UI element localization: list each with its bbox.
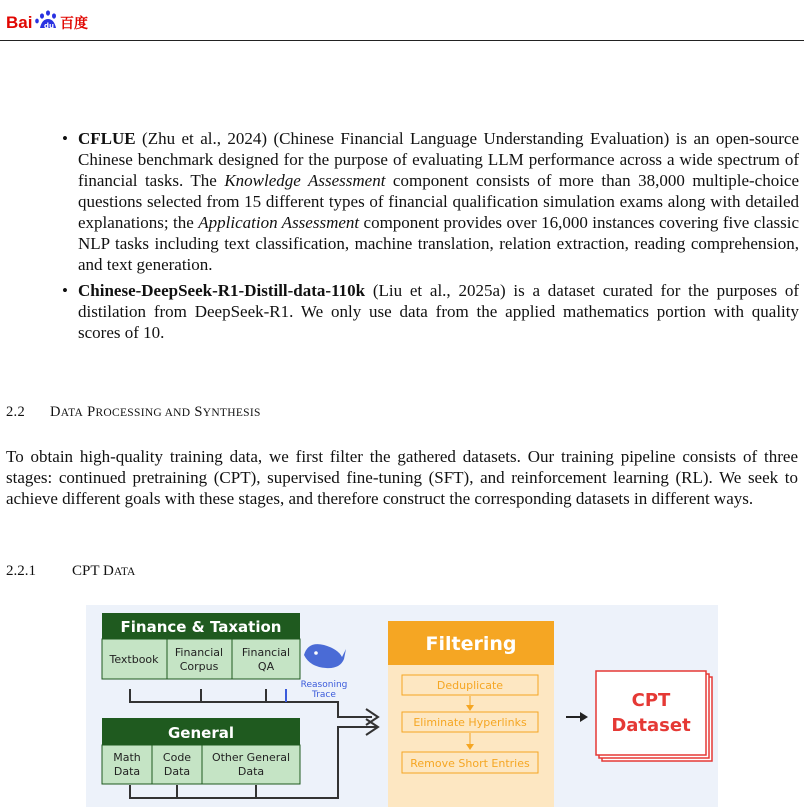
finance-cell-corpus-1: Financial (174, 646, 224, 659)
filter-step-label: Eliminate Hyperlinks (413, 716, 527, 729)
reasoning-label-2: Trace (312, 690, 336, 700)
reasoning-label-1: Reasoning (300, 680, 348, 690)
title-small: ATA (113, 566, 136, 578)
output-label-2: Dataset (611, 715, 691, 736)
cpt-dataset-output (596, 671, 712, 761)
section-number: 2.2 (6, 404, 26, 420)
section-paragraph: To obtain high-quality training data, we first filter the gathered datasets. Our training pipeline consists of three stages: continued pretraining (CPT), supervised fine-tuning (SFT), and reinforcement learning (RL). We seek to achieve different goals with these stages, and therefore construct the corresponding datasets in different ways. (6, 447, 798, 508)
bullet-title: Chinese-DeepSeek-R1-Distill-data-110k (78, 281, 366, 300)
filtering-panel (388, 621, 554, 807)
general-cell-other-2: Data (237, 765, 265, 778)
title-cap: D (103, 563, 114, 579)
bullet-text: component consists of more than 38,000 multiple-choice questions selected from 15 different types of financial qualification simulation exams along with detailed explanations; the (78, 171, 800, 232)
title-small: YNTHESIS (202, 407, 261, 419)
finance-cell-qa-2: QA (257, 660, 275, 673)
bullet-italic: Knowledge Assessment (224, 171, 386, 190)
cpt-pipeline-diagram (86, 605, 718, 807)
general-cell-math-2: Data (113, 765, 141, 778)
baidu-logo (6, 6, 106, 34)
general-cell-code-1: Code (162, 751, 192, 764)
general-title: General (168, 724, 234, 742)
general-cell-other-1: Other General (211, 751, 291, 764)
title-small: ROCESSING AND (95, 407, 191, 419)
bullet-italic: Application Assessment (198, 213, 360, 232)
filter-step-label: Deduplicate (436, 679, 504, 692)
title-small: ATA (60, 407, 84, 419)
bullet-title: CFLUE (78, 129, 136, 148)
title-cap: S (194, 404, 203, 420)
title-word: CPT (72, 563, 100, 579)
subsection-number: 2.2.1 (6, 563, 36, 579)
bullet-deepseek-distill (62, 280, 799, 343)
header-rule (0, 40, 804, 41)
general-cell-math-1: Math (113, 751, 141, 764)
logo-cn: 百度 (60, 16, 88, 32)
finance-cell-qa-1: Financial (241, 646, 291, 659)
finance-cell-corpus-2: Corpus (179, 660, 219, 673)
paw-icon (35, 10, 56, 30)
general-cell-code-2: Data (163, 765, 191, 778)
filtering-title: Filtering (425, 633, 517, 655)
finance-title: Finance & Taxation (120, 618, 282, 636)
filter-step-label: Remove Short Entries (410, 757, 530, 770)
subsection-title (6, 563, 135, 580)
general-group (102, 718, 300, 784)
logo-text: Bai (6, 13, 33, 32)
bullet-text: (Liu et al., 2025a) is a dataset curated for the purposes of distilation from DeepSeek-R1. We only use data from the applied mathematics portion with quality scores of 10. (78, 281, 799, 342)
bullet-cflue (62, 128, 799, 275)
dataset-bullet-list (62, 128, 799, 343)
section-title (6, 404, 261, 421)
bullet-text: (Zhu et al., 2024) (Chinese Financial Language Understanding Evaluation) is an open-source Chinese benchmark designed for the purpose of evaluating LLM performance across a wide spectrum of financial tasks. The (78, 129, 799, 190)
output-label-1: CPT (631, 690, 671, 711)
title-cap: P (87, 404, 96, 420)
svg-text:du: du (44, 22, 54, 30)
bullet-text: component provides over 16,000 instances covering five classic NLP tasks including text classification, machine translation, relation extraction, reading comprehension, and text generation. (78, 213, 800, 274)
title-cap: D (50, 404, 61, 420)
finance-cell-textbook: Textbook (109, 653, 159, 666)
finance-group (102, 613, 300, 679)
